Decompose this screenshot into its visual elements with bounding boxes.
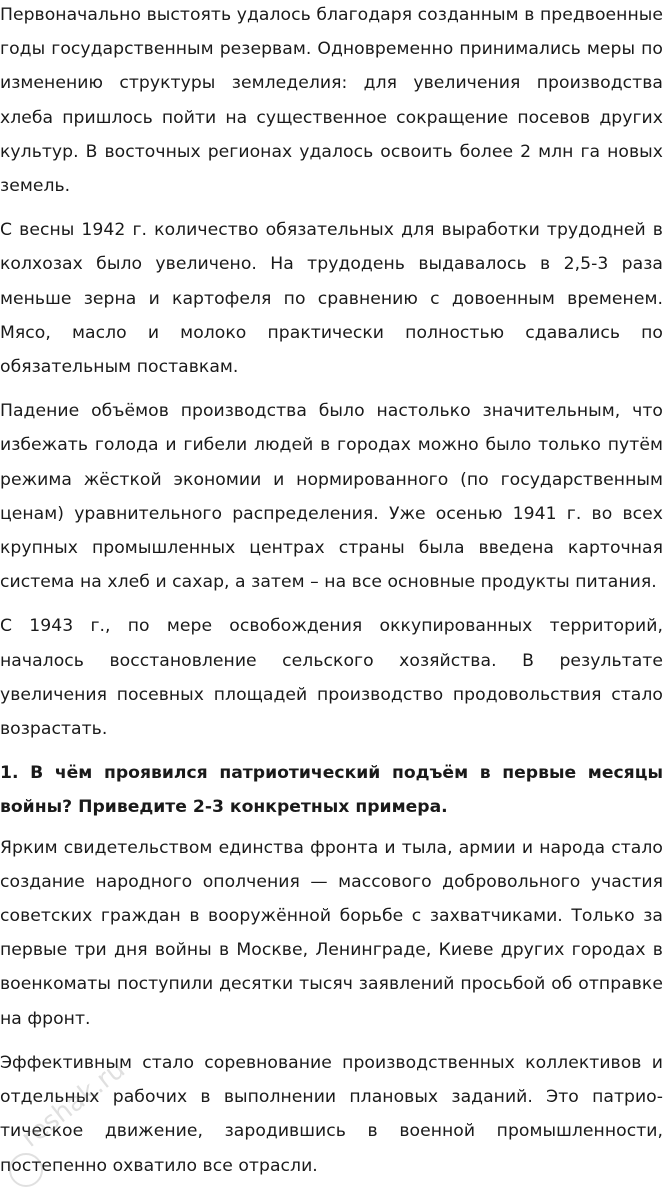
question-heading: 1. В чём проявился патриотический подъём в первые месяцы войны? Приведите 2-3 конкретных примера.: [0, 763, 663, 818]
paragraph-rationing: Падение объёмов производства было настолько значительным, что избежать голода и гибели людей в городах можно было только путём режима жёсткой экономии и нормированного (по государственным ценам) уравнительного распределения. Уже осенью 1941 г. во всех крупных промышленных центрах страны была введена карточная система на хлеб и сахар, а затем – на все основные продукты питания.: [0, 401, 663, 593]
svg-text:reshak.ru: reshak.ru: [15, 1054, 131, 1154]
paragraph-recovery: С 1943 г., по мере освобождения оккупированных территорий, началось восстановление сельского хозяйства. В результате увеличения посевных площадей производство продовольствия стало возрастать.: [0, 616, 663, 740]
answer-paragraph-militia: Ярким свидетельством единства фронта и тыла, армии и народа стало создание народного ополчения — массового добровольного участия советских граждан в вооружённой борьбе с захватчиками. Только за первые три дня войны в Москве, Ленинграде, Киеве других городах в военкоматы поступили десятки тысяч заявлений просьбой об отправке на фронт.: [0, 837, 663, 1029]
paragraph-workdays: С весны 1942 г. количество обязательных для выработки трудодней в колхозах было увеличено. На трудодень выдавалось в 2,5-3 раза меньше зерна и картофеля по сравнению с довоенным временем. Мясо, масло и молоко практически полностью сдавались по обязательным поставкам.: [0, 220, 663, 378]
answer-paragraph-competition: Эффективным стало соревнование производственных коллективов и отдельных рабочих в выполнении плановых заданий. Это патрио-тическое движение, зародившись в военной промышленности, постепенно охватило все отрасли.: [0, 1052, 663, 1176]
paragraph-reserves: Первоначально выстоять удалось благодаря созданным в предвоенные годы государственным резервам. Одновременно принимались меры по изменению структуры земледелия: для увеличения производства хлеба пришлось пойти на существенное сокращение посевов других культур. В восточных регионах удалось освоить более 2 млн га новых земель.: [0, 5, 663, 197]
